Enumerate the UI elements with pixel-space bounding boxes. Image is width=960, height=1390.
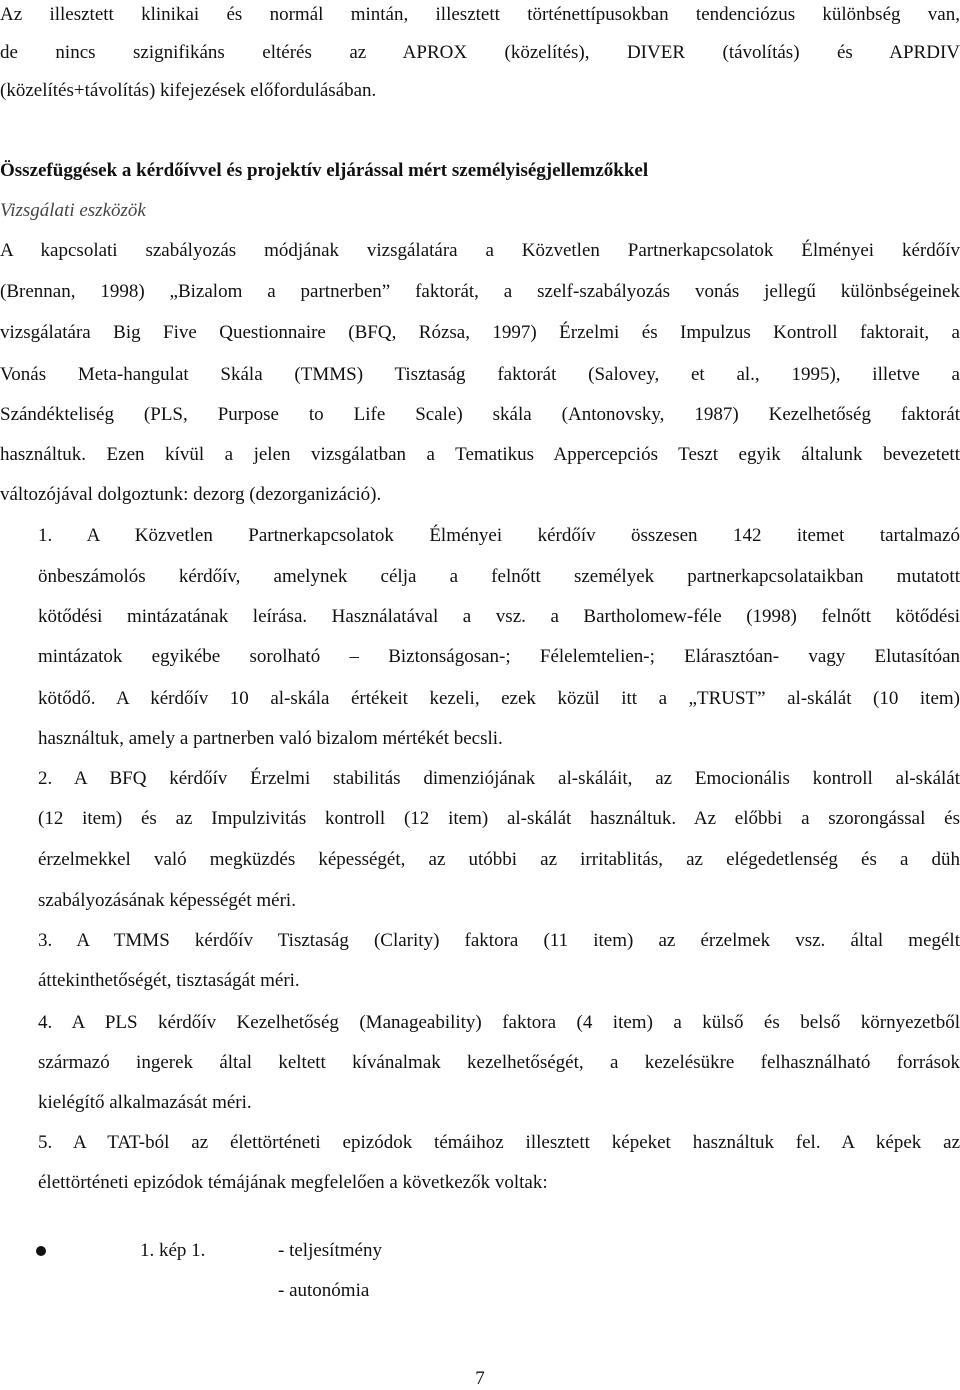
page-number: 7: [475, 1368, 485, 1389]
section-heading: Összefüggések a kérdőívvel és projektív eljárással mért személyiségjellemzőkkel: [0, 160, 649, 181]
item2-line-1: 2. A BFQ kérdőív Érzelmi stabilitás dimenziójának al-skáláit, az Emocionális kontroll al-skálát: [38, 768, 960, 789]
item1-line-1: 1. A Közvetlen Partnerkapcsolatok Élményei kérdőív összesen 142 itemet tartalmazó: [38, 525, 960, 546]
bullet-dot-icon: [36, 1246, 46, 1256]
tools-line-6: használtuk. Ezen kívül a jelen vizsgálatban a Tematikus Appercepciós Teszt egyik általunk bevezetett: [0, 444, 960, 465]
item1-line-3: kötődési mintázatának leírása. Használatával a vsz. a Bartholomew-féle (1998) felnőtt kötődési: [38, 606, 960, 627]
item4-line-3: kielégítő alkalmazását méri.: [38, 1092, 252, 1113]
tools-line-1: A kapcsolati szabályozás módjának vizsgálatára a Közvetlen Partnerkapcsolatok Élményei kérdőív: [0, 240, 960, 261]
intro-line-1: Az illesztett klinikai és normál mintán, illesztett történettípusokban tendenciózus különbség van,: [0, 4, 960, 25]
tools-line-3: vizsgálatára Big Five Questionnaire (BFQ, Rózsa, 1997) Érzelmi és Impulzus Kontroll faktorait, a: [0, 322, 960, 343]
item5-line-2: élettörténeti epizódok témájának megfelelően a következők voltak:: [38, 1172, 548, 1193]
tools-line-4: Vonás Meta-hangulat Skála (TMMS) Tisztaság faktorát (Salovey, et al., 1995), illetve a: [0, 364, 960, 385]
tools-line-7: változójával dolgoztunk: dezorg (dezorganizáció).: [0, 484, 382, 505]
item2-line-4: szabályozásának képességét méri.: [38, 890, 296, 911]
intro-line-2: de nincs szignifikáns eltérés az APROX (közelítés), DIVER (távolítás) és APRDIV: [0, 42, 960, 63]
bullet-value-2: - autonómia: [278, 1280, 370, 1301]
item1-line-2: önbeszámolós kérdőív, amelynek célja a felnőtt személyek partnerkapcsolataikban mutatott: [38, 566, 960, 587]
tools-line-5: Szándékteliség (PLS, Purpose to Life Scale) skála (Antonovsky, 1987) Kezelhetőség faktorát: [0, 404, 960, 425]
item2-line-2: (12 item) és az Impulzivitás kontroll (12 item) al-skálát használtuk. Az előbbi a szorongással és: [38, 808, 960, 829]
subsection-heading: Vizsgálati eszközök: [0, 200, 146, 221]
intro-line-3: (közelítés+távolítás) kifejezések előfordulásában.: [0, 80, 377, 101]
item5-line-1: 5. A TAT-ból az élettörténeti epizódok témáihoz illesztett képeket használtuk fel. A képek az: [38, 1132, 960, 1153]
tools-line-2: (Brennan, 1998) „Bizalom a partnerben” faktorát, a szelf-szabályozás vonás jellegű különbségeinek: [0, 281, 960, 302]
item1-line-6: használtuk, amely a partnerben való bizalom mértékét becsli.: [38, 728, 503, 749]
item4-line-1: 4. A PLS kérdőív Kezelhetőség (Manageability) faktora (4 item) a külső és belső környezetből: [38, 1012, 960, 1033]
item3-line-2: áttekinthetőségét, tisztaságát méri.: [38, 970, 300, 991]
item1-line-4: mintázatok egyikébe sorolható – Biztonságosan-; Félelemtelien-; Elárasztóan- vagy Elutasítóan: [38, 646, 960, 667]
item1-line-5: kötődő. A kérdőív 10 al-skála értékeit kezeli, ezek közül itt a „TRUST” al-skálát (10 item): [38, 688, 960, 709]
item3-line-1: 3. A TMMS kérdőív Tisztaság (Clarity) faktora (11 item) az érzelmek vsz. által megélt: [38, 930, 960, 951]
item4-line-2: származó ingerek által keltett kívánalmak kezelhetőségét, a kezelésükre felhasználható források: [38, 1052, 960, 1073]
bullet-label: 1. kép 1.: [140, 1240, 206, 1261]
bullet-value-1: - teljesítmény: [278, 1240, 382, 1261]
item2-line-3: érzelmekkel való megküzdés képességét, az utóbbi az irritablitás, az elégedetlenség és a düh: [38, 849, 960, 870]
